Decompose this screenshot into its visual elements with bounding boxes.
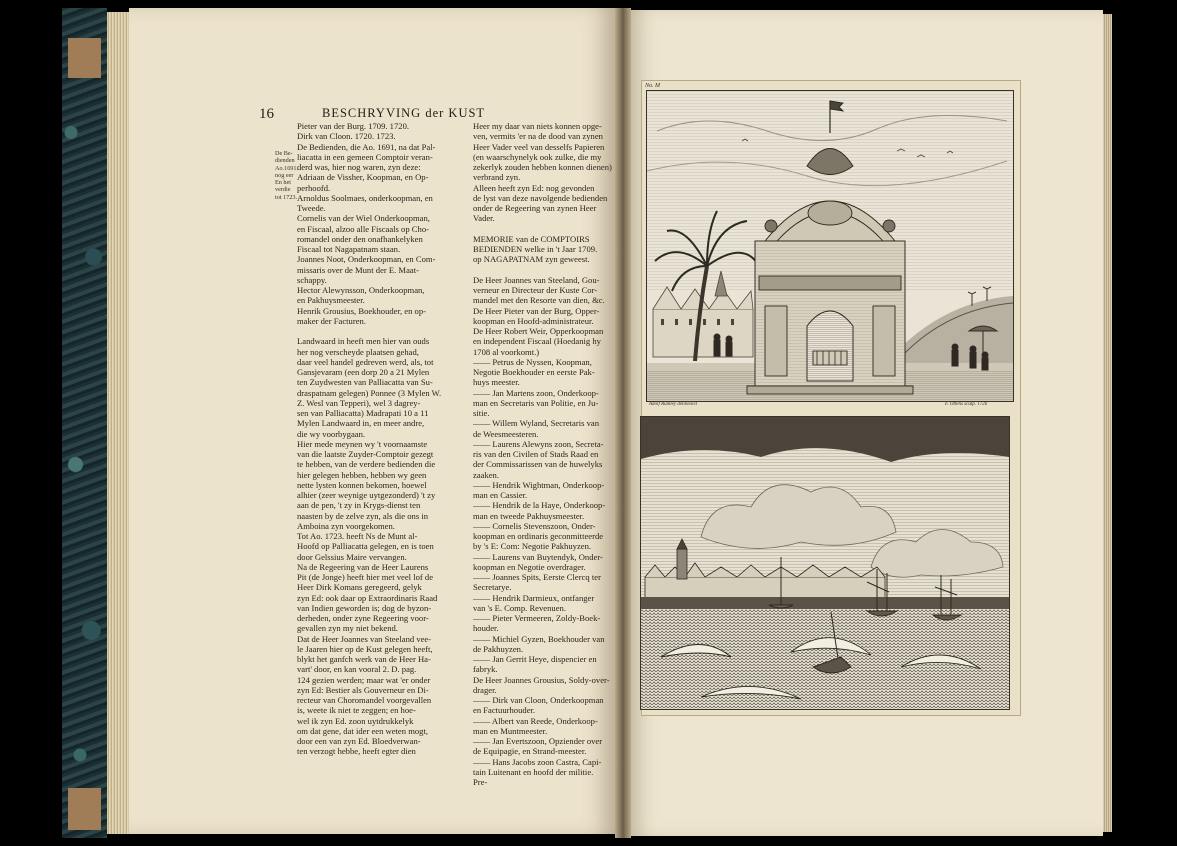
margin-note-line: dienden bbox=[275, 157, 295, 165]
text-line: alhier (zeer weynige uytgezonderd) 't zy bbox=[297, 490, 436, 500]
text-line: De Heer Joannes van Steeland, Gou- bbox=[473, 274, 600, 285]
text-line: tain Luitenant en hoofd der militie. bbox=[473, 766, 594, 777]
text-line: Joannes Noot, Onderkoopman, en Com- bbox=[297, 254, 436, 265]
text-line: —— Jan Gerrit Heye, dispencier en bbox=[473, 654, 597, 664]
text-line: Vader. bbox=[473, 213, 495, 224]
text-line: derd was, hier nog waren, zyn deze: bbox=[297, 162, 421, 172]
text-line: mandel met den Resorte van dien, &c. bbox=[473, 295, 605, 306]
text-line: vart' door, en kan vooral 2. D. pag. bbox=[297, 664, 417, 675]
text-line: nette lysten konnen bekomen, hoewel bbox=[297, 479, 427, 490]
text-line: van 's E. Comp. Revenuen. bbox=[473, 602, 566, 613]
text-line: MEMORIE van de COMPTOIRS bbox=[473, 233, 590, 244]
text-line: Landwaard in heeft men hier van ouds bbox=[297, 336, 430, 347]
text-line: Tweede. bbox=[297, 203, 326, 213]
text-line: —— Petrus de Nyssen, Koopman, bbox=[473, 356, 592, 367]
text-line: liacatta in een gemeen Comptoir veran- bbox=[297, 151, 433, 162]
text-line: Hector Alewynsson, Onderkoopman, bbox=[297, 285, 425, 295]
monument-engraving bbox=[646, 90, 1014, 402]
text-line: —— Hendrik de la Haye, Onderkoop- bbox=[473, 500, 606, 511]
harbour-illustration bbox=[641, 417, 1009, 709]
text-line: Adriaan de Vissher, Koopman, en Op- bbox=[297, 172, 429, 183]
text-column-left bbox=[297, 121, 469, 757]
text-line: naasten by de zelve zyn, als die ons in bbox=[297, 510, 429, 521]
text-line: —— Pieter Vermeeren, Zoldy-Boek- bbox=[473, 613, 601, 623]
text-line: koopman en Negotie overdrager. bbox=[473, 561, 586, 572]
plate-number: No. M bbox=[645, 83, 660, 89]
text-line bbox=[473, 265, 621, 275]
text-line: Heer Vader veel van desselfs Papieren bbox=[473, 141, 605, 152]
text-line: man en Secretaris van Politie, en Ju- bbox=[473, 397, 599, 408]
margin-note-line: En het bbox=[275, 179, 291, 187]
text-line: is, weete ik niet te zeggen; en hoe- bbox=[297, 705, 416, 716]
harbour-engraving bbox=[640, 416, 1010, 710]
text-line: van Indien geworden is; dog de byzon- bbox=[297, 602, 432, 613]
text-line: sitie. bbox=[473, 408, 490, 418]
text-line: daar veel handel gedreven werd, als, tot bbox=[297, 356, 434, 367]
text-line: Mylen Landwaard in, en meer andre, bbox=[297, 418, 425, 429]
text-line: schappy. bbox=[297, 274, 327, 285]
text-line: op NAGAPATNAM zyn geweest. bbox=[473, 254, 590, 265]
page-edges-right bbox=[1103, 14, 1112, 832]
text-line: recteur van Choromandel voorgevallen bbox=[297, 695, 432, 705]
text-line: en independent Fiscaal (Hoedanig hy bbox=[473, 336, 601, 347]
text-line: te hebben, van de verdere bedienden die bbox=[297, 459, 436, 470]
text-line: —— Cornelis Stevenszoon, Onder- bbox=[473, 520, 596, 531]
right-page bbox=[631, 10, 1103, 836]
margin-note-line: Ao.1691. bbox=[275, 164, 299, 172]
text-line: le Jaaren hier op de Kust gelegen heeft, bbox=[297, 643, 433, 654]
text-line: —— Joannes Spits, Eerste Clercq ter bbox=[473, 572, 601, 582]
text-line: Hoofd op Palliacatta gelegen, en is toen bbox=[297, 541, 434, 552]
running-head: BESCHRYVING der KUST bbox=[322, 106, 486, 120]
text-line: Heer my daar van niets konnen opge- bbox=[473, 121, 602, 131]
text-line: fabryk. bbox=[473, 664, 498, 675]
margin-note bbox=[275, 150, 298, 201]
text-line: ten verzogt hebbe, heeft egter dien bbox=[297, 746, 416, 757]
text-line: her nog verscheyde plaatsen gehad, bbox=[297, 346, 419, 357]
text-line: De Heer Robert Weir, Opperkoopman bbox=[473, 326, 604, 336]
text-line: van die laatste Zuyder-Comptoir gezegt bbox=[297, 449, 434, 459]
open-book bbox=[62, 8, 1112, 838]
text-line: De Heer Joannes Grousius, Soldy-over- bbox=[473, 674, 610, 685]
text-line: Heer Dirk Komans geregeerd, gelyk bbox=[297, 582, 422, 593]
margin-note-line: tot 1723. bbox=[275, 193, 298, 201]
text-line: koopman en ordinaris geconmitteerde bbox=[473, 531, 604, 541]
text-line: houder. bbox=[473, 623, 499, 634]
book-gutter bbox=[615, 8, 631, 838]
text-line: sen van Palliacatta) Madrapati 10 a 11 bbox=[297, 408, 429, 418]
text-line: romandel onder den onafhankelyken bbox=[297, 233, 423, 244]
text-line: Pre- bbox=[473, 777, 488, 787]
margin-note-line: verdie bbox=[275, 186, 291, 194]
page-number: 16 bbox=[259, 106, 274, 122]
text-line: —— Dirk van Cloon, Onderkoopman bbox=[473, 695, 604, 705]
text-line: missaris over de Munt der E. Maat- bbox=[297, 264, 419, 275]
left-page bbox=[129, 8, 615, 834]
text-line: Na de Regeering van de Heer Laurens bbox=[297, 561, 429, 572]
text-line: zaaken. bbox=[473, 469, 499, 480]
text-line: ris van den Civilen of Stads Raad en bbox=[473, 449, 599, 459]
text-line: zyn Ed: ook daar op Extraordinaris Raad bbox=[297, 592, 438, 603]
text-line: en Pakhuysmeester. bbox=[297, 295, 365, 306]
text-line: Dirk van Cloon. 1720. 1723. bbox=[297, 131, 396, 142]
text-line: verbrand zyn. bbox=[473, 172, 521, 183]
text-line: Secretarye. bbox=[473, 582, 512, 593]
page-edges-left bbox=[107, 12, 129, 834]
text-line: zyn Ed: Bestier als Gouverneur en Di- bbox=[297, 684, 429, 695]
text-line: hier gelegen hebben, hebben wy geen bbox=[297, 469, 427, 480]
text-line: Negotie Boekhouder en eerste Pak- bbox=[473, 367, 595, 377]
text-line: Fiscaal tot Nagapatnam staan. bbox=[297, 244, 401, 254]
text-line: Dat de Heer Joannes van Steeland vee- bbox=[297, 633, 432, 644]
text-line: Hier mede meynen wy 't voornaamste bbox=[297, 438, 428, 449]
text-line: Cornelis van der Wiel Onderkoopman, bbox=[297, 213, 430, 224]
text-line: —— Hendrik Wightman, Onderkoop- bbox=[473, 479, 605, 490]
text-column-right bbox=[473, 121, 621, 787]
text-line: gevallen zyn my niet bekend. bbox=[297, 623, 398, 634]
text-line: Gansjevaram (een dorp 20 a 21 Mylen bbox=[297, 367, 430, 377]
text-line: by 's E: Com: Negotie Pakhuyzen. bbox=[473, 541, 592, 552]
text-line: Tot Ao. 1723. heeft Ns de Munt al- bbox=[297, 531, 418, 541]
text-line: BEDIENDEN welke in 't Jaar 1709. bbox=[473, 244, 598, 254]
text-line: derheden, onder zyne Regeering voor- bbox=[297, 613, 429, 623]
text-line: Henrik Grousius, Boekhouder, en op- bbox=[297, 305, 427, 316]
text-line: 1708 al voorkomt.) bbox=[473, 346, 540, 357]
text-line: 124 gezien werden; maar wat 'er onder bbox=[297, 674, 431, 685]
text-line: —— Michiel Gyzen, Boekhouder van bbox=[473, 633, 605, 644]
text-line: de Pakhuyzen. bbox=[473, 643, 524, 654]
text-line: onder de Regeering van zynen Heer bbox=[473, 203, 597, 213]
text-line: —— Laurens van Buytendyk, Onder- bbox=[473, 551, 603, 562]
text-line: de Weesmeesteren. bbox=[473, 428, 539, 439]
text-line: verneur en Directeur der Kuste Cor- bbox=[473, 285, 598, 295]
text-line: Z. Wesl van Tepperi), wel 3 dagrey- bbox=[297, 397, 421, 408]
text-line: Arnoldus Soolmaes, onderkoopman, en bbox=[297, 192, 433, 203]
text-line: aan de pen, 't zy in Krygs-dienst ten bbox=[297, 500, 421, 511]
text-line: —— Willem Wyland, Secretaris van bbox=[473, 418, 600, 429]
text-line: —— Hans Jacobs zoon Castra, Capi- bbox=[473, 756, 602, 767]
text-line: ten Zuydwesten van Palliacatta van Su- bbox=[297, 377, 433, 388]
text-line: en Factuurhouder. bbox=[473, 705, 536, 716]
text-line: der Commissarissen van de huwelyks bbox=[473, 459, 603, 470]
text-line: Amboina zyn voorgekomen. bbox=[297, 520, 395, 531]
text-line: zekerlyk zouden hebben konnen dienen) bbox=[473, 162, 612, 172]
text-line: perhoofd. bbox=[297, 182, 331, 193]
text-line: De Bedienden, die Ao. 1691, na dat Pal- bbox=[297, 141, 436, 152]
margin-note-line: nog eer bbox=[275, 171, 294, 179]
text-line: —— Jan Martens zoon, Onderkoop- bbox=[473, 387, 599, 398]
text-line: de lyst van deze navolgende bedienden bbox=[473, 192, 608, 203]
text-line: (en waarschynelyk ook zulke, die my bbox=[473, 151, 602, 162]
text-line: huys meester. bbox=[473, 377, 520, 388]
text-line: koopman en Hoofd-administrateur. bbox=[473, 315, 594, 326]
text-line: de Equipagie, en Strand-meester. bbox=[473, 746, 587, 757]
caption-right: F. Ottens sculp. 1726 bbox=[945, 402, 988, 407]
text-line bbox=[297, 326, 469, 336]
text-line: wel ik zyn Ed. zoon uytdrukkelyk bbox=[297, 715, 414, 726]
text-line: —— Hendrik Darmieux, ontfanger bbox=[473, 592, 595, 603]
text-line: blykt het ganfch werk van de Heer Ha- bbox=[297, 654, 431, 664]
text-line: ven, vermits 'er na de dood van zynen bbox=[473, 131, 603, 142]
text-line: om dat gene, dat ider een weten mogt, bbox=[297, 725, 429, 736]
monument-illustration bbox=[647, 91, 1013, 401]
text-line: maker der Facturen. bbox=[297, 315, 366, 326]
text-line: die wy voorbygaan. bbox=[297, 428, 366, 439]
text-line: —— Jan Evertszoon, Opziender over bbox=[473, 736, 603, 746]
text-line: en Fiscaal, alzoo alle Fiscaals op Cho- bbox=[297, 223, 429, 234]
text-line: man en Muntmeester. bbox=[473, 725, 548, 736]
text-line: man en tweede Pakhuysmeester. bbox=[473, 510, 585, 521]
text-line: De Heer Pieter van der Burg, Opper- bbox=[473, 305, 600, 316]
text-line: draspatnam gelegen) Ponnee (3 Mylen W. bbox=[297, 387, 442, 398]
text-line: door een van zyn Ed. Bloedverwan- bbox=[297, 736, 421, 746]
text-line: door Gelssius Maire vervangen. bbox=[297, 551, 407, 562]
text-line: —— Albert van Reede, Onderkoop- bbox=[473, 715, 598, 726]
caption-left: Adolf Rumley delineavit bbox=[649, 402, 698, 407]
marbled-cover bbox=[62, 8, 107, 838]
text-line: Alleen heeft zyn Ed: nog gevonden bbox=[473, 182, 595, 193]
text-line: man en Cassier. bbox=[473, 490, 528, 500]
text-line: —— Laurens Alewyns zoon, Secreta- bbox=[473, 438, 604, 449]
text-line: Pieter van der Burg. 1709. 1720. bbox=[297, 121, 410, 131]
text-line: Pit (de Jonge) heeft hier met veel lof de bbox=[297, 572, 434, 582]
text-line bbox=[473, 224, 621, 234]
margin-note-line: De Be- bbox=[275, 150, 293, 157]
text-line: drager. bbox=[473, 684, 497, 695]
